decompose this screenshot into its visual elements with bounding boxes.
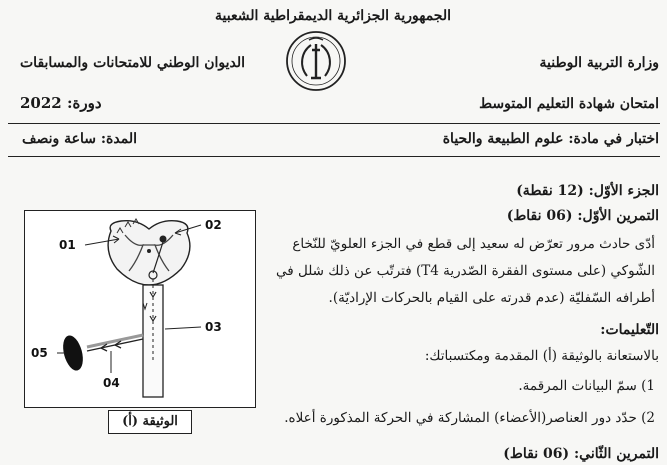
label-04: 04: [103, 376, 120, 390]
emblem-icon: [285, 30, 347, 92]
instructions-title: التّعليمات:: [600, 322, 659, 338]
office-name: الديوان الوطني للامتحانات والمسابقات: [20, 55, 246, 71]
header-divider-top: [8, 123, 660, 124]
question-1: 1) سمّ البيانات المرقمة.: [518, 378, 655, 394]
document-a-figure: [24, 210, 256, 408]
exercise-one-title: التمرين الأوّل: (06 نقاط): [506, 208, 659, 224]
header-divider-bottom: [8, 156, 660, 157]
paragraph-line-2: الشّوكي (على مستوى الفقرة الصّدرية T4) فترتّب عن ذلك شلل في: [275, 263, 655, 279]
paragraph-line-3: أطرافه السّفليّة (عدم قدرته على القيام بالحركات الإراديّة).: [328, 290, 655, 306]
paragraph-line-1: أدّى حادث مرور تعرّض له سعيد إلى قطع في الجزء العلويّ للنّخاع: [292, 236, 655, 252]
republic-title: الجمهورية الجزائرية الديمقراطية الشعبية: [215, 8, 452, 24]
instructions-intro: بالاستعانة بالوثيقة (أ) المقدمة ومكتسباتك:: [424, 348, 659, 364]
figure-caption: الوثيقة (أ): [108, 410, 192, 434]
part-one-title: الجزء الأوّل: (12 نقطة): [516, 183, 659, 199]
emblem-seal: [285, 30, 347, 92]
spinal-cord-diagram: [25, 211, 255, 407]
label-05: 05: [31, 346, 48, 360]
label-02: 02: [205, 218, 222, 232]
ministry-name: وزارة التربية الوطنية: [539, 55, 659, 71]
label-01: 01: [59, 238, 76, 252]
question-2: 2) حدّد دور العناصر(الأعضاء) المشاركة في الحركة المذكورة أعلاه.: [284, 410, 655, 426]
label-03: 03: [205, 320, 222, 334]
exam-subject: اختبار في مادة: علوم الطبيعة والحياة: [442, 131, 659, 147]
exam-session: دورة: 2022: [20, 94, 102, 112]
exam-duration: المدة: ساعة ونصف: [22, 131, 137, 147]
exercise-two-title: التمرين الثّاني: (06 نقاط): [503, 446, 659, 462]
exam-title: امتحان شهادة التعليم المتوسط: [479, 96, 659, 112]
